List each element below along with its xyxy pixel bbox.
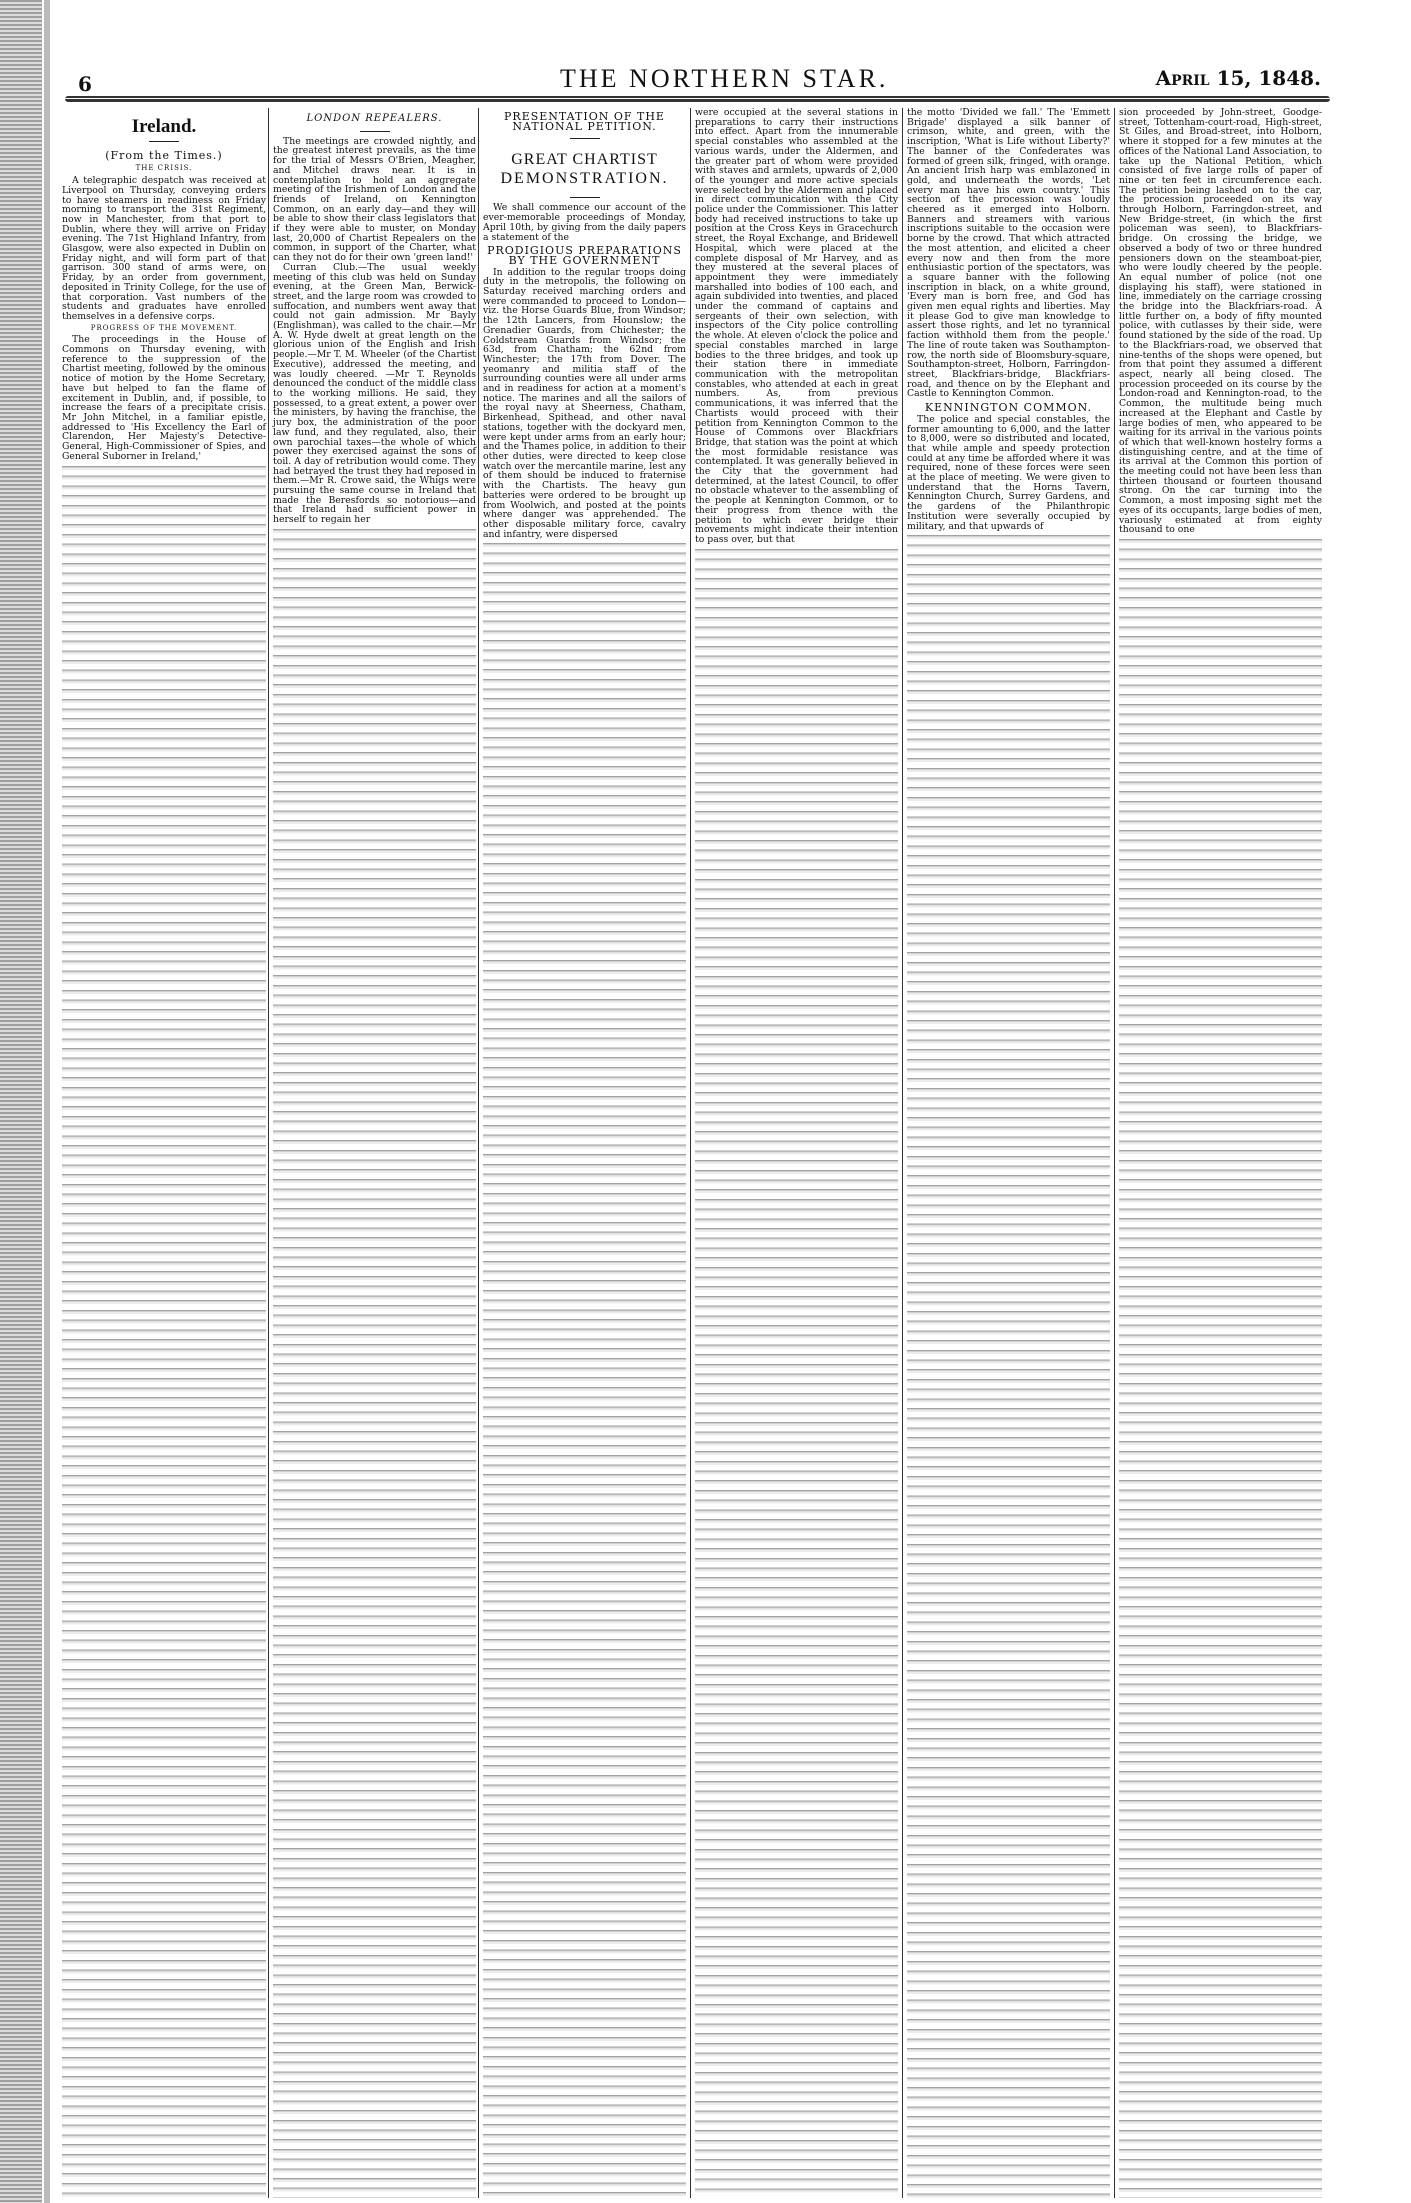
subheading: PROGRESS OF THE MOVEMENT. <box>90 323 238 332</box>
page-binding-shadow <box>44 0 50 2203</box>
headline-line-1: GREAT CHARTIST <box>511 151 658 169</box>
illegible-text-block <box>695 549 898 2198</box>
illegible-text-block <box>907 535 1110 2198</box>
article-paragraph: Curran Club.—The usual weekly meeting of this club was held on Sunday evening, at the Green Man, Berwick-street, and the large room was crowded to suffocation, and numbers went away that could not gain admission. Mr Bayly (Englishman), was called to the chair.—Mr A. W. Hyde dwelt at great length on the glorious union of the English and Irish people.—Mr T. M. Wheeler (of the Chartist Executive), addressed the meeting, and was loudly cheered. —Mr T. Reynolds denounced the conduct of the middle class to the working millions. He said, they possessed, to a great extent, a power over the ministers, by having the franchise, the jury box, the administration of the poor law fund, and they regulated, also, their own parochial taxes—the whole of which power they exercised against the sons of toil. A day of retribution would come. They had betrayed the trust they had reposed in them.—Mr R. Crowe said, the Whigs were pursuing the same course in Ireland that made the Beresfords so notorious—and that Ireland had sufficient power in herself to regain her <box>273 261 476 526</box>
masthead-rule <box>65 96 1330 102</box>
article-paragraph: The police and special constables, the former amounting to 6,000, and the latter to 8,000, were so distributed and located, that while ample and speedy protection could at any time be afforded where it was required, none of these forces were seen at the place of meeting. We were given to understand that the Horns Tavern, Kennington Church, Surrey Gardens, and the gardens of the Philanthropic Institution were severally occupied by military, and that upwards of <box>907 413 1110 532</box>
subheading: KENNINGTON COMMON. <box>924 401 1093 415</box>
headline-line-2: DEMONSTRATION. <box>500 170 669 188</box>
source-line: (From the Times.) <box>105 148 223 162</box>
illegible-text-block <box>62 466 266 2199</box>
illegible-text-block <box>273 529 476 2198</box>
divider <box>570 197 600 198</box>
column-ireland <box>62 108 266 2198</box>
issue-date: April 15, 1848. <box>1155 66 1321 90</box>
illegible-text-block <box>483 543 686 2198</box>
section-heading: PRESENTATION OF THE NATIONAL PETITION. <box>504 110 665 133</box>
article-paragraph: The meetings are crowded nightly, and the greatest interest prevails, as the time for the trial of Messrs O'Brien, Meagher, and Mitchel draws near. It is in contemplation to hold an aggregate meeting of the Irishmen of London and the friends of Ireland, on Kennington Common, on an early day—and they will be able to show their class legislators that if they were able to muster, on Monday last, 20,000 of Chartist Repealers on the common, in support of the Charter, what can they not do for their own 'green land!' <box>273 135 476 264</box>
column-6 <box>1114 108 1322 2198</box>
newspaper-title: THE NORTHERN STAR. <box>560 64 889 93</box>
article-paragraph: In addition to the regular troops doing duty in the metropolis, the following on Saturday received marching orders and were commanded to proceed to London—viz. the Horse Guards Blue, from Windsor; the 12th Lancers, from Hounslow; the Grenadier Guards, from Chichester; the Coldstream Guards from Windsor; the 63d, from Chatham; the 62nd from Winchester; the 17th from Dover. The yeomanry and militia staff of the surrounding counties were all under arms and in readiness for action at a moment's notice. The marines and all the sailors of the royal navy at Sheerness, Chatham, Birkenhead, Spithead, and other naval stations, together with the dockyard men, were kept under arms from an early hour; and the Thames police, in addition to their other duties, were directed to keep close watch over the mercantile marine, lest any of them should be induced to fraternise with the Chartists. The heavy gun batteries were ordered to be brought up from Woolwich, and posted at the points where danger was apprehended. The other disposable military force, cavalry and infantry, were dispersed <box>483 266 686 540</box>
divider <box>360 131 390 132</box>
page-binding-edge <box>0 0 42 2203</box>
section-heading: Ireland. <box>131 116 197 137</box>
column-london-repealers <box>268 108 476 2198</box>
article-paragraph: sion proceeded by John-street, Goodge-street, Tottenham-court-road, High-street, St Giles, and Broad-street, into Holborn, where it stopped for a few minutes at the offices of the National Land Association, to take up the National Petition, which consisted of five large rolls of paper of nine or ten feet in circumference each. The petition being lashed on to the car, the procession proceeded on its way through Holborn, Farringdon-street, and New Bridge-street, (in which the first policeman was seen), to Blackfriars-bridge. On crossing the bridge, we observed a body of two or three hundred pensioners down on the steamboat-pier, who were loudly cheered by the people. An equal number of police (not one displaying his staff), were stationed in line, immediately on the carriage crossing the bridge into the Blackfriars-road. A little further on, a body of fifty mounted police, with cutlasses by their side, were found stationed by the side of the road. Up to the Blackfriars-road, we observed that nine-tenths of the shops were opened, but from that point they assumed a different aspect, nearly all being closed. The procession proceeded on its course by the London-road and Kennington-road, to the Common, the multitude being much increased at the Elephant and Castle by large bodies of men, who appeared to be waiting for its arrival in the various points of which that well-known hostelry forms a distinguishing centre, and at the time of its arrival at the Common this portion of the meeting could not have been less than thirteen thousand or fourteen thousand strong. On the car turning into the Common, a most imposing sight met the eyes of its occupants, large bodies of men, variously estimated at from eighty thousand to one <box>1119 107 1322 536</box>
article-paragraph: A telegraphic despatch was received at Liverpool on Thursday, conveying orders to have steamers in readiness on Friday morning to transport the 31st Regiment, now in Manchester, from that port to Dublin, where they will arrive on Friday evening. The 71st Highland Infantry, from Glasgow, were also expected in Dublin on Friday night, and will form part of that garrison. 300 stand of arms were, on Friday, by an order from government, deposited in Trinity College, for the use of that corporation. Vast numbers of the students and graduates have enrolled themselves in a defensive corps. <box>62 175 266 322</box>
illegible-text-block <box>1119 539 1322 2198</box>
article-paragraph: We shall commence our account of the ever-memorable proceedings of Monday, April 10th, by giving from the daily papers a statement of the <box>483 202 686 243</box>
article-paragraph: were occupied at the several stations in preparations to carry their instructions into effect. Apart from the innumerable special constables who assembled at the various wards, under the Aldermen, and the greater part of whom were provided with staves and armlets, upwards of 2,000 of the younger and more active specials were selected by the Aldermen and placed in direct communication with the City police under the Commissioner. This latter body had received instructions to take up position at the Cross Keys in Gracechurch street, the Royal Exchange, and Bridewell Hospital, which were placed at the complete disposal of Mr Harvey, and as they mustered at the several places of appointment they were immediately marshalled into bodies of 100 each, and again subdivided into twenties, and placed under the command of captains and sergeants of their own selection, with inspectors of the City police controlling the whole. At eleven o'clock the police and special constables marched in large bodies to the three bridges, and took up their station there in immediate communication with the metropolitan constables, who attended at each in great numbers. As, from previous communications, it was inferred that the Chartists would proceed with their petition from Kennington Common to the House of Commons over Blackfriars Bridge, that station was the point at which the most formidable resistance was contemplated. It was generally believed in the City that the government had determined, at the latest Council, to offer no obstacle whatever to the assembling of the people at Kennington Common, or to their progress from thence with the petition to which ever bridge their movements might indicate their intention to pass over, but that <box>695 107 898 545</box>
section-heading: LONDON REPEALERS. <box>306 113 443 124</box>
subheading: PRODIGIOUS PREPARATIONS BY THE GOVERNMENT <box>487 244 682 267</box>
column-5 <box>902 108 1110 2198</box>
article-paragraph: The proceedings in the House of Commons on Thursday evening, with reference to the suppression of the Chartist meeting, followed by the ominous notice of motion by the Home Secretary, have but helped to fan the flame of excitement in Dublin, and, if possible, to increase the fears of a precipitate crisis. Mr John Mitchel, in a familiar epistle, addressed to 'His Excellency the Earl of Clarendon, Her Majesty's Detective-General, High-Commissioner of Spies, and General Suborner in Ireland,' <box>62 334 266 462</box>
subheading: THE CRISIS. <box>135 164 193 173</box>
divider <box>570 138 600 139</box>
page-number: 6 <box>78 72 92 96</box>
divider <box>149 141 179 142</box>
column-national-petition <box>478 108 686 2198</box>
column-4 <box>690 108 898 2198</box>
article-paragraph: the motto 'Divided we fall.' The 'Emmett Brigade' displayed a silk banner of crimson, white, and green, with the inscription, 'What is Life without Liberty?' The banner of the Confederates was formed of green silk, fringed, with orange. An ancient Irish harp was emblazoned in gold, and underneath the words, 'Let every man have his own country.' This section of the procession was loudly cheered as it emerged into Holborn. Banners and streamers with various inscriptions suitable to the occasion were borne by the crowd. That which attracted the most attention, and elicited a cheer every now and then from the more enthusiastic portion of the spectators, was a square banner with the following inscription in black, on a white ground, 'Every man is born free, and God has given men equal rights and liberties. May it please God to give man knowledge to assert those rights, and let no tyrannical faction withhold them from the people.' The line of route taken was Southampton-row, the north side of Bloomsbury-square, Southampton-street, Holborn, Farringdon-street, Blackfriars-bridge, Blackfriars-road, and thence on by the Elephant and Castle to Kennington Common. <box>907 107 1110 400</box>
